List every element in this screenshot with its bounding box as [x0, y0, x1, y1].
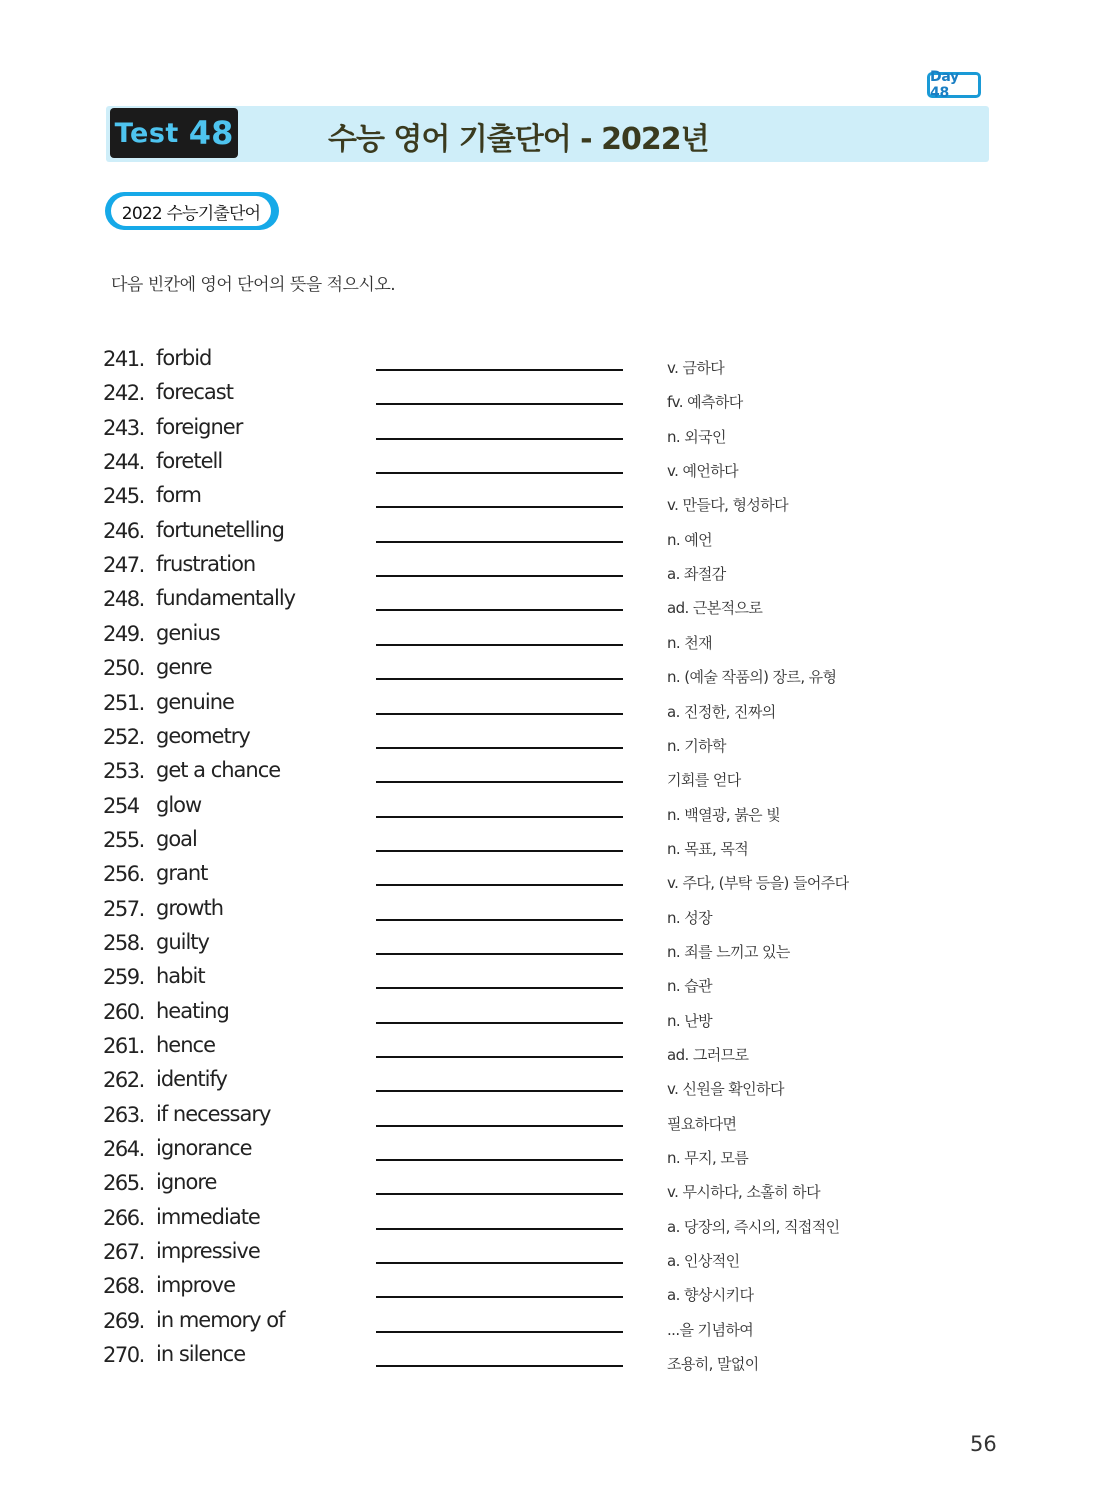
word-row	[0, 964, 1108, 1002]
korean-meaning: a. 진정한, 진짜의	[667, 702, 776, 721]
answer-blank[interactable]	[376, 369, 623, 371]
english-word: growth	[156, 895, 224, 920]
word-row	[0, 1170, 1108, 1208]
item-number: 249.	[103, 621, 144, 646]
korean-meaning: n. 목표, 목적	[667, 839, 749, 858]
item-number: 256.	[103, 862, 144, 887]
answer-blank[interactable]	[376, 1125, 623, 1127]
answer-blank[interactable]	[376, 1159, 623, 1161]
item-number: 265.	[103, 1171, 144, 1196]
answer-blank[interactable]	[376, 609, 623, 611]
test-label: Test	[114, 117, 179, 149]
test-number: 48	[188, 114, 234, 152]
word-row	[0, 723, 1108, 762]
english-word: form	[156, 483, 201, 508]
english-word: genius	[156, 620, 220, 645]
answer-blank[interactable]	[376, 919, 623, 921]
item-number: 243.	[103, 415, 144, 440]
item-number: 260.	[103, 999, 144, 1024]
word-row	[0, 689, 1108, 728]
item-number: 244.	[103, 450, 144, 475]
korean-meaning: n. 성장	[667, 908, 713, 927]
korean-meaning: n. 외국인	[667, 427, 726, 446]
english-word: impressive	[156, 1239, 260, 1264]
english-word: foretell	[156, 449, 223, 474]
english-word: fortunetelling	[156, 517, 284, 542]
english-word: geometry	[156, 723, 250, 748]
word-row	[0, 620, 1108, 659]
korean-meaning: 조용히, 말없이	[667, 1355, 759, 1374]
word-row	[0, 1342, 1108, 1380]
answer-blank[interactable]	[376, 506, 623, 508]
korean-meaning: v. 금하다	[667, 359, 725, 377]
item-number: 242.	[103, 381, 144, 406]
item-number: 250.	[103, 656, 144, 681]
word-row	[0, 1273, 1108, 1311]
word-row	[0, 517, 1108, 556]
korean-meaning: v. 주다, (부탁 등을) 들어주다	[667, 874, 849, 893]
item-number: 262.	[103, 1068, 144, 1093]
test-label-box	[110, 108, 238, 158]
word-row	[0, 414, 1108, 453]
word-row	[0, 929, 1108, 968]
answer-blank[interactable]	[376, 781, 623, 783]
answer-blank[interactable]	[376, 1228, 623, 1230]
word-row	[0, 861, 1108, 899]
item-number: 246.	[103, 518, 144, 543]
word-row	[0, 552, 1108, 590]
korean-meaning: a. 향상시키다	[667, 1286, 754, 1305]
answer-blank[interactable]	[376, 850, 623, 852]
word-row	[0, 483, 1108, 521]
answer-blank[interactable]	[376, 1056, 623, 1058]
word-row	[0, 895, 1108, 934]
korean-meaning: ...을 기념하여	[667, 1320, 754, 1339]
item-number: 245.	[103, 484, 144, 509]
word-row	[0, 586, 1108, 624]
english-word: foreigner	[156, 414, 243, 439]
item-number: 264.	[103, 1137, 144, 1162]
item-number: 267.	[103, 1240, 144, 1265]
korean-meaning: n. 무지, 모름	[667, 1149, 749, 1168]
answer-blank[interactable]	[376, 575, 623, 577]
korean-meaning: n. 천재	[667, 633, 713, 652]
korean-meaning: 기회를 얻다	[667, 771, 741, 790]
word-row	[0, 1136, 1108, 1174]
english-word: in silence	[156, 1342, 246, 1367]
word-row	[0, 655, 1108, 693]
english-word: hence	[156, 1033, 216, 1057]
answer-blank[interactable]	[376, 1193, 623, 1195]
english-word: guilty	[156, 929, 209, 954]
english-word: forbid	[156, 346, 212, 370]
item-number: 254	[103, 793, 139, 818]
item-number: 252.	[103, 724, 144, 749]
instruction-text: 다음 빈칸에 영어 단어의 뜻을 적으시오.	[111, 275, 396, 295]
word-row	[0, 380, 1108, 418]
word-row	[0, 1239, 1108, 1277]
korean-meaning: v. 신원을 확인하다	[667, 1080, 784, 1099]
korean-meaning: 필요하다면	[667, 1114, 737, 1133]
answer-blank[interactable]	[376, 472, 623, 474]
english-word: ignore	[156, 1170, 217, 1195]
korean-meaning: n. 예언	[667, 530, 713, 549]
item-number: 253.	[103, 759, 144, 784]
item-number: 259.	[103, 965, 144, 990]
word-row	[0, 758, 1108, 796]
word-row	[0, 998, 1108, 1037]
korean-meaning: n. 난방	[667, 1011, 713, 1030]
item-number: 268.	[103, 1274, 144, 1299]
item-number: 261.	[103, 1034, 144, 1058]
answer-blank[interactable]	[376, 1331, 623, 1333]
word-row	[0, 1033, 1108, 1071]
korean-meaning: v. 무시하다, 소홀히 하다	[667, 1183, 820, 1202]
english-word: if necessary	[156, 1101, 271, 1126]
answer-blank[interactable]	[376, 438, 623, 440]
answer-blank[interactable]	[376, 987, 623, 989]
item-number: 247.	[103, 553, 144, 578]
day-badge: Day 48	[927, 72, 981, 98]
answer-blank[interactable]	[376, 644, 623, 646]
section-pill	[105, 192, 279, 230]
english-word: fundamentally	[156, 586, 296, 611]
korean-meaning: n. 백열광, 붉은 빛	[667, 805, 781, 824]
item-number: 248.	[103, 587, 144, 612]
english-word: forecast	[156, 380, 233, 405]
answer-blank[interactable]	[376, 884, 623, 886]
answer-blank[interactable]	[376, 1022, 623, 1024]
english-word: get a chance	[156, 758, 281, 783]
word-row	[0, 792, 1108, 831]
item-number: 266.	[103, 1205, 144, 1230]
answer-blank[interactable]	[376, 403, 623, 405]
item-number: 257.	[103, 896, 144, 921]
korean-meaning: v. 만들다, 형성하다	[667, 496, 789, 515]
english-word: frustration	[156, 552, 256, 577]
korean-meaning: ad. 근본적으로	[667, 599, 763, 618]
korean-meaning: n. 기하학	[667, 736, 726, 755]
item-number: 258.	[103, 930, 144, 955]
korean-meaning: n. (예술 작품의) 장르, 유형	[667, 668, 837, 687]
english-word: habit	[156, 964, 205, 989]
korean-meaning: n. 죄를 느끼고 있는	[667, 942, 790, 961]
answer-blank[interactable]	[376, 816, 623, 818]
korean-meaning: v. 예언하다	[667, 462, 739, 481]
english-word: genuine	[156, 689, 234, 714]
answer-blank[interactable]	[376, 747, 623, 749]
item-number: 269.	[103, 1308, 144, 1333]
korean-meaning: fv. 예측하다	[667, 393, 743, 412]
answer-blank[interactable]	[376, 1296, 623, 1298]
english-word: identify	[156, 1067, 227, 1092]
english-word: immediate	[156, 1204, 260, 1229]
english-word: ignorance	[156, 1136, 252, 1161]
english-word: glow	[156, 792, 202, 817]
korean-meaning: a. 인상적인	[667, 1252, 740, 1271]
english-word: genre	[156, 655, 212, 680]
page-number: 56	[970, 1432, 997, 1456]
answer-blank[interactable]	[376, 541, 623, 543]
english-word: improve	[156, 1273, 235, 1298]
item-number: 251.	[103, 690, 144, 715]
item-number: 255.	[103, 827, 144, 852]
word-row	[0, 1101, 1108, 1140]
page-title: 수능 영어 기출단어 - 2022년	[328, 122, 709, 157]
answer-blank[interactable]	[376, 953, 623, 955]
answer-blank[interactable]	[376, 1090, 623, 1092]
korean-meaning: ad. 그러므로	[667, 1046, 749, 1064]
answer-blank[interactable]	[376, 713, 623, 715]
word-row	[0, 1067, 1108, 1105]
word-row	[0, 826, 1108, 865]
korean-meaning: a. 당장의, 즉시의, 직접적인	[667, 1217, 840, 1236]
word-row	[0, 1307, 1108, 1346]
item-number: 241.	[103, 347, 144, 371]
english-word: goal	[156, 826, 197, 851]
korean-meaning: n. 습관	[667, 977, 713, 996]
item-number: 263.	[103, 1102, 144, 1127]
word-row	[0, 1204, 1108, 1243]
section-label: 2022 수능기출단어	[111, 196, 271, 226]
answer-blank[interactable]	[376, 1262, 623, 1264]
english-word: heating	[156, 998, 229, 1023]
word-row	[0, 346, 1108, 384]
english-word: in memory of	[156, 1307, 285, 1332]
word-row	[0, 449, 1108, 487]
answer-blank[interactable]	[376, 1365, 623, 1367]
answer-blank[interactable]	[376, 678, 623, 680]
korean-meaning: a. 좌절감	[667, 565, 726, 584]
item-number: 270.	[103, 1343, 144, 1368]
english-word: grant	[156, 861, 208, 886]
